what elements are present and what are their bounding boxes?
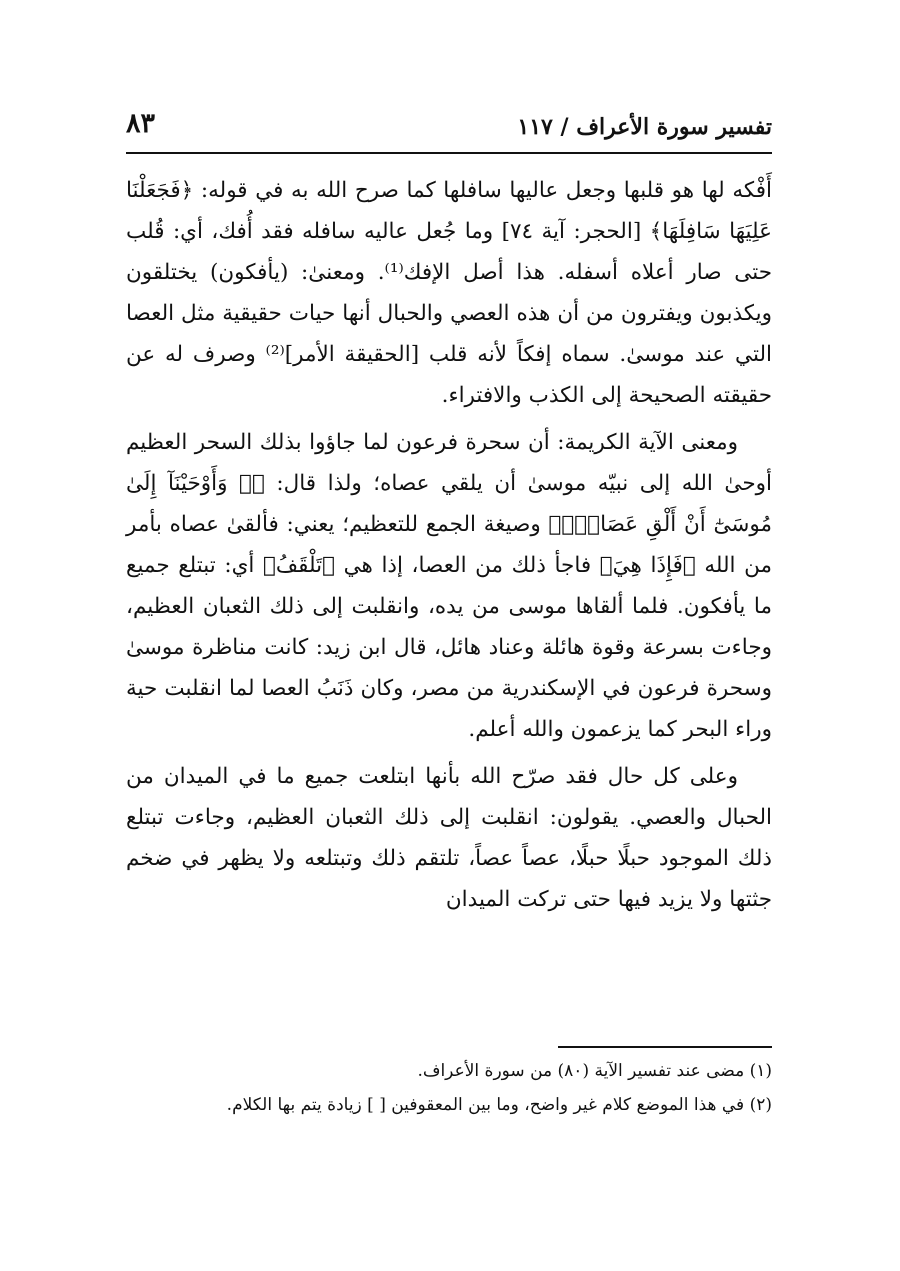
paragraph-2: ومعنى الآية الكريمة: أن سحرة فرعون لما جاؤوا بذلك السحر العظيم أوحىٰ الله إلى نبيّه موسىٰ أن يلقي عصاه؛ ولذا قال: ﴿۞ وَأَوْحَيْنَآ إِلَىٰ مُوسَىٰٓ أَنْ أَلْقِ عَصَاكَۖ﴾ وصيغة الجمع للتعظيم؛ يعني: فألقىٰ عصاه بأمر من الله ﴿فَإِذَا هِيَ﴾ فاجأ ذلك من العصا، إذا هي ﴿تَلْقَفُ﴾ أي: تبتلع جميع ما يأفكون. فلما ألقاها موسى من يده، وانقلبت إلى ذلك الثعبان العظيم، وجاءت بسرعة وقوة هائلة وعناد هائل، قال ابن زيد: كانت مناظرة موسىٰ وسحرة فرعون في الإسكندرية من مصر، وكان ذَنَبُ العصا لما انقلبت حية وراء البحر كما يزعمون والله أعلم. (126, 430, 772, 742)
page-number: ٨٣ (126, 108, 156, 139)
footnotes (126, 1054, 772, 1122)
footnote-2: (٢) في هذا الموضع كلام غير واضح، وما بين المعقوفين [ ] زيادة يتم بها الكلام. (226, 1095, 772, 1115)
page-header (126, 108, 772, 148)
paragraph-3: وعلى كل حال فقد صرّح الله بأنها ابتلعت جميع ما في الميدان من الحبال والعصي. يقولون: انقلبت إلى ذلك الثعبان العظيم، وجاءت تبتلع ذلك الموجود حبلًا حبلًا، عصاً عصاً، تلتقم ذلك وتبتلعه ولا يظهر في ضخم جثتها ولا يزيد فيها حتى تركت الميدان (126, 764, 772, 912)
running-head: تفسير سورة الأعراف / ١١٧ (517, 114, 772, 140)
header-rule (126, 152, 772, 154)
body-text (126, 170, 772, 920)
footnote-rule (558, 1046, 772, 1048)
footnote-1: (١) مضى عند تفسير الآية (٨٠) من سورة الأعراف. (417, 1061, 772, 1081)
paragraph-1: أَفْكه لها هو قلبها وجعل عاليها سافلها كما صرح الله به في قوله: ﴿فَجَعَلْنَا عَلِيَهَا سَافِلَهَا﴾ [الحجر: آية ٧٤] وما جُعل عاليه سافله فقد أُفك، أي: قُلب حتى صار أعلاه أسفله. هذا أصل الإفك⁽¹⁾. ومعنىٰ: (يأفكون) يختلقون ويكذبون ويفترون من أن هذه العصي والحبال أنها حيات حقيقية مثل العصا التي عند موسىٰ. سماه إفكاً لأنه قلب [الحقيقة الأمر]⁽²⁾ وصرف له عن حقيقته الصحيحة إلى الكذب والافتراء. (126, 178, 773, 408)
